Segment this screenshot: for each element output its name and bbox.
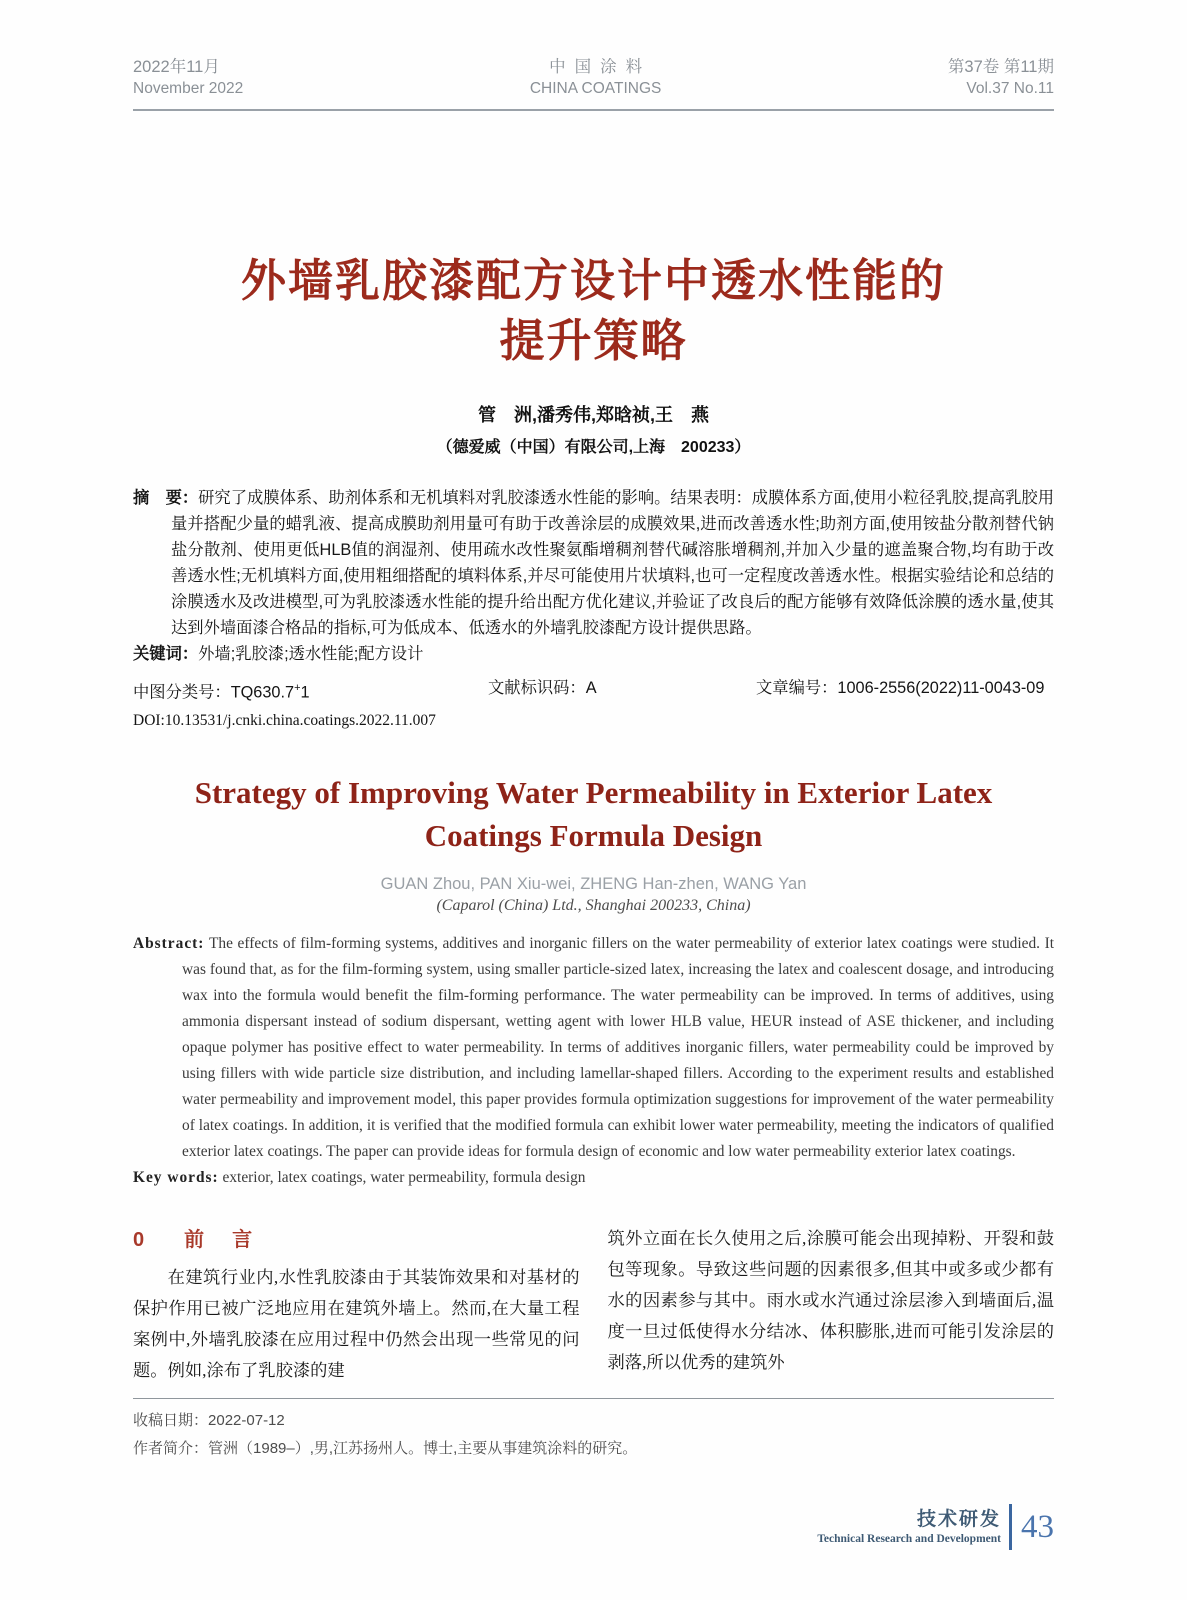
paragraph-left: 在建筑行业内,水性乳胶漆由于其装饰效果和对基材的保护作用已被广泛地应用在建筑外墙上。然而,在大量工程案例中,外墙乳胶漆在应用过程中仍然会出现一些常见的问题。例如,涂布了乳胶漆的建 (133, 1268, 580, 1381)
article-title-cn (133, 251, 1054, 371)
abstract-en (133, 931, 1054, 1165)
title-en-line2: Coatings Formula Design (424, 818, 763, 854)
abstract-cn (133, 485, 1054, 641)
affiliation-en: (Caparol (China) Ltd., Shanghai 200233, China) (436, 897, 751, 915)
section-number: 0 (133, 1229, 145, 1252)
body-column-left (133, 1223, 580, 1386)
keywords-en (133, 1165, 1054, 1191)
keywords-text-cn: 外墙;乳胶漆;透水性能;配方设计 (198, 645, 424, 663)
header-issue-date (133, 56, 243, 100)
page-number: 43 (1021, 1508, 1054, 1545)
title-cn-line1: 外墙乳胶漆配方设计中透水性能的 (240, 255, 946, 306)
title-en-line1: Strategy of Improving Water Permeability in Exterior Latex (194, 775, 993, 811)
keywords-cn (133, 641, 1054, 667)
abstract-label-en: Abstract: (133, 935, 205, 953)
section-title: 前 言 (184, 1229, 257, 1252)
clc-tail: 1 (300, 683, 310, 702)
volume-issue-en: Vol.37 No.11 (966, 80, 1054, 97)
article-id-label: 文章编号： (756, 679, 838, 697)
clc-superscript: + (294, 682, 301, 694)
issue-date-en: November 2022 (133, 80, 244, 97)
received-date-label: 收稿日期： (133, 1412, 209, 1430)
body-text (133, 1223, 1054, 1386)
authors-cn: 管 洲,潘秀伟,郑晗祯,王 燕 (477, 405, 709, 425)
document-code-value: A (585, 679, 597, 697)
keywords-label-cn: 关键词： (133, 645, 199, 663)
journal-name-en: CHINA COATINGS (529, 80, 662, 97)
article-id (756, 675, 1044, 705)
author-bio-value: 管洲（1989–）,男,江苏扬州人。博士,主要从事建筑涂料的研究。 (208, 1440, 638, 1458)
document-code (488, 675, 756, 705)
journal-header (133, 56, 1054, 111)
author-bio-label: 作者简介： (133, 1440, 209, 1458)
footer-section-cn: 技术研发 (916, 1508, 1001, 1530)
classification-row (133, 675, 1054, 705)
affiliation-cn: （德爱威（中国）有限公司,上海 200233） (436, 439, 751, 456)
journal-name-cn: 中国涂料 (549, 58, 652, 76)
section-heading-0 (133, 1223, 580, 1252)
abstract-text-en: The effects of film-forming systems, additives and inorganic fillers on the water permeability of exterior latex coatings were studied. It was found that, as for the film-forming system, using smaller particle-sized latex, increasing the latex and coalescent dosage, and introducing wax into the formula would benefit the film-forming performance. The water permeability can be improved. In terms of additives, using ammonia dispersant instead of sodium dispersant, wetting agent with lower HLB value, HEUR instead of ASE thickener, and including opaque polymer has positive effect to water permeability. In terms of additives inorganic fillers, water permeability could be improved by using fillers with wide particle size distribution, and including lamellar-shaped fillers. According to the experiment results and established water permeability and improvement model, this paper provides formula optimization suggestions for improvement of the water permeability of latex coatings. In addition, it is verified that the modified formula can exhibit lower water permeability, meeting the indicators of qualified exterior latex coatings. The paper can provide ideas for formula design of economic and low water permeability exterior latex coatings. (182, 935, 1054, 1161)
keywords-text-en: exterior, latex coatings, water permeability, formula design (222, 1169, 586, 1187)
footer-section-name (817, 1508, 1009, 1547)
keywords-label-en: Key words: (133, 1169, 219, 1187)
volume-issue-cn: 第37卷 第11期 (947, 58, 1054, 76)
journal-name (530, 56, 661, 100)
doi: DOI:10.13531/j.cnki.china.coatings.2022.11.007 (133, 712, 436, 730)
received-date (133, 1407, 1054, 1435)
clc-number (133, 675, 488, 705)
abstract-text-cn: 研究了成膜体系、助剂体系和无机填料对乳胶漆透水性能的影响。结果表明：成膜体系方面,使用小粒径乳胶,提高乳胶用量并搭配少量的蜡乳液、提高成膜助剂用量可有助于改善涂层的成膜效果,进而改善透水性;助剂方面,使用铵盐分散剂替代钠盐分散剂、使用更低HLB值的润湿剂、使用疏水改性聚氨酯增稠剂替代碱溶胀增稠剂,并加入少量的遮盖聚合物,均有助于改善透水性;无机填料方面,使用粗细搭配的填料体系,并尽可能使用片状填料,也可一定程度改善透水性。根据实验结论和总结的涂膜透水及改进模型,可为乳胶漆透水性能的提升给出配方优化建议,并验证了改良后的配方能够有效降低涂膜的透水量,使其达到外墙面漆合格品的指标,可为低成本、低透水的外墙乳胶漆配方设计提供思路。 (171, 489, 1054, 637)
paragraph-right: 筑外立面在长久使用之后,涂膜可能会出现掉粉、开裂和鼓包等现象。导致这些问题的因素很多,但其中或多或少都有水的因素参与其中。雨水或水汽通过涂层渗入到墙面后,温度一旦过低使得水分结冰、体积膨胀,进而可能引发涂层的剥落,所以优秀的建筑外 (607, 1229, 1054, 1373)
article-title-en (133, 771, 1054, 857)
page-content (0, 56, 1187, 1463)
issue-date-cn: 2022年11月 (133, 58, 220, 76)
received-date-value: 2022-07-12 (208, 1412, 285, 1430)
body-column-right (608, 1223, 1055, 1386)
clc-value: TQ630.7 (230, 683, 295, 702)
abstract-label-cn: 摘 要： (133, 489, 199, 507)
document-code-label: 文献标识码： (488, 679, 586, 697)
clc-label: 中图分类号： (133, 683, 231, 702)
volume-issue (948, 56, 1054, 100)
authors-en: GUAN Zhou, PAN Xiu-wei, ZHENG Han-zhen, WANG Yan (380, 875, 807, 894)
author-bio (133, 1435, 1054, 1463)
title-cn-line2: 提升策略 (499, 315, 688, 366)
footnote (133, 1398, 1054, 1463)
article-id-value: 1006-2556(2022)11-0043-09 (837, 679, 1045, 697)
page-footer (817, 1504, 1054, 1550)
footer-section-en: Technical Research and Development (817, 1532, 1001, 1545)
